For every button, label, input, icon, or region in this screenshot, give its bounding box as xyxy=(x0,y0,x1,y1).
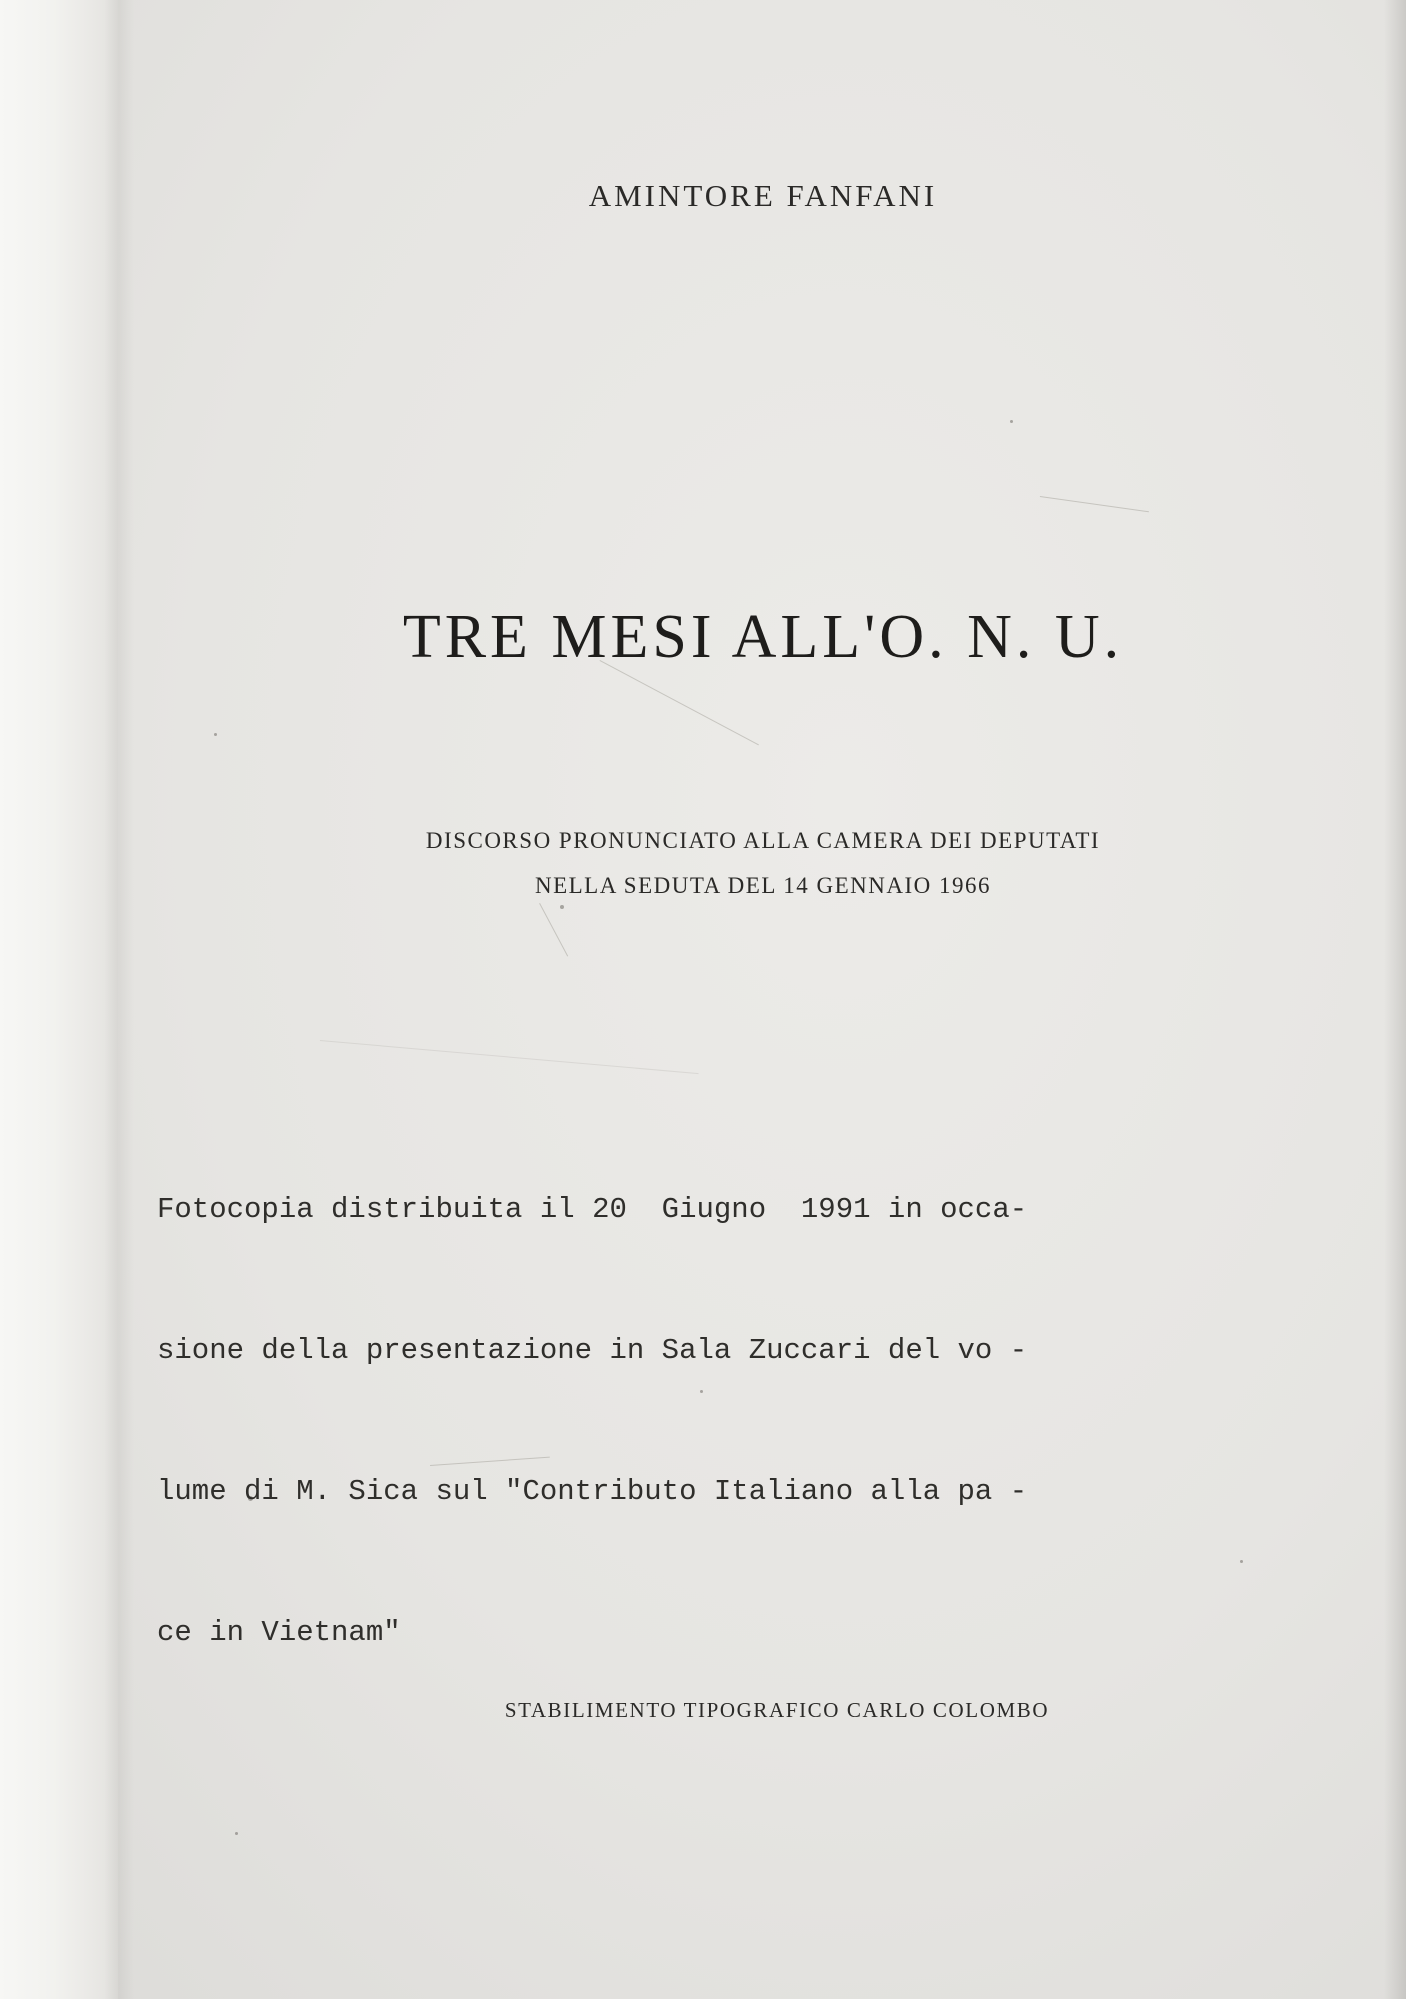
paper-speck xyxy=(235,1832,238,1835)
paper-speck xyxy=(214,733,217,736)
note-line: sione della presentazione in Sala Zuccari del vo - xyxy=(157,1334,1028,1367)
book-title: TRE MESI ALL'O. N. U. xyxy=(402,603,1124,671)
author-name: AMINTORE FANFANI xyxy=(588,178,938,213)
subtitle-line-1: DISCORSO PRONUNCIATO ALLA CAMERA DEI DEPUTATI xyxy=(425,828,1101,853)
paper-fiber xyxy=(320,1040,699,1074)
printer-imprint: STABILIMENTO TIPOGRAFICO CARLO COLOMBO xyxy=(504,1698,1050,1722)
paper-speck xyxy=(1240,1560,1243,1563)
typewritten-note xyxy=(157,1092,1197,1750)
paper-speck xyxy=(560,905,564,909)
paper-speck xyxy=(1010,420,1013,423)
subtitle-line-2: NELLA SEDUTA DEL 14 GENNAIO 1966 xyxy=(534,873,992,898)
note-line: ce in Vietnam" xyxy=(157,1616,401,1649)
paper-fiber xyxy=(1040,496,1149,512)
paper-fiber xyxy=(539,903,568,956)
note-line: Fotocopia distribuita il 20 Giugno 1991 in occa- xyxy=(157,1193,1028,1226)
note-line: lume di M. Sica sul "Contributo Italiano alla pa - xyxy=(157,1475,1028,1508)
